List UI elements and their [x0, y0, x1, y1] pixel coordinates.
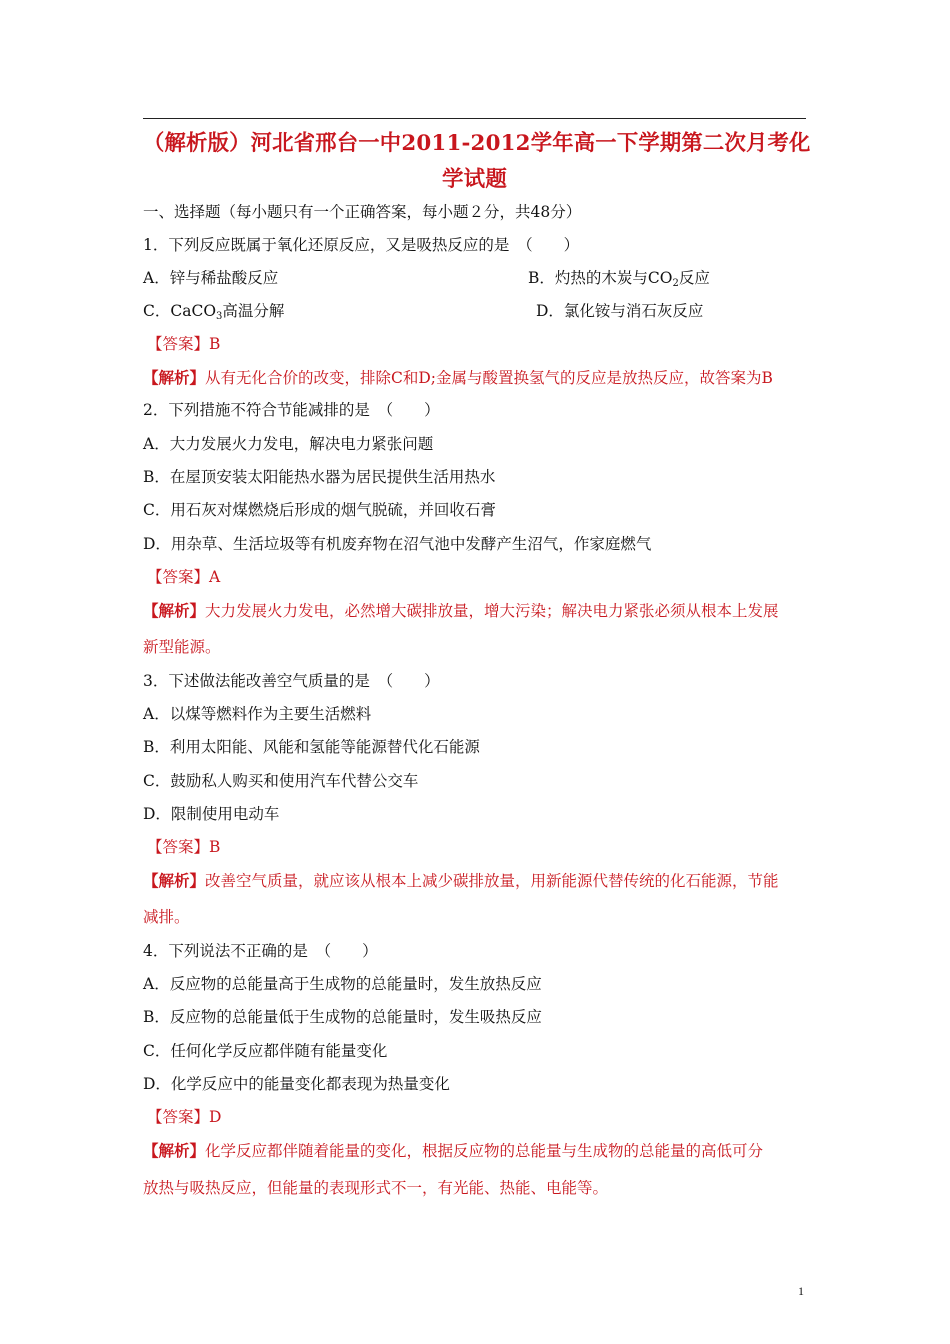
q3-analysis-line2: 减排。	[143, 908, 190, 926]
q1-options-ab	[143, 271, 806, 287]
q3-analysis-line1: 【解析】改善空气质量，就应该从根本上减少碳排放量，用新能源代替传统的化石能源，节能	[143, 871, 779, 890]
q3-stem: 3．下述做法能改善空气质量的是 （ ）	[143, 672, 440, 690]
q1-stem: 1．下列反应既属于氧化还原反应，又是吸热反应的是 （ ）	[143, 236, 580, 254]
q2-answer: 【答案】A	[147, 568, 221, 586]
q2-analysis-line1: 【解析】大力发展火力发电，必然增大碳排放量，增大污染；解决电力紧张必须从根本上发展	[143, 601, 779, 620]
q1-option-d: D．氯化铵与消石灰反应	[536, 302, 704, 320]
q2-stem: 2．下列措施不符合节能减排的是 （ ）	[143, 401, 440, 419]
q4-analysis-line2: 放热与吸热反应，但能量的表现形式不一，有光能、热能、电能等。	[143, 1179, 609, 1197]
q4-option-a: A．反应物的总能量高于生成物的总能量时，发生放热反应	[143, 975, 542, 993]
header-rule	[143, 118, 806, 119]
q2-option-d: D．用杂草、生活垃圾等有机废弃物在沼气池中发酵产生沼气，作家庭燃气	[143, 535, 652, 553]
section-heading: 一、选择题（每小题只有一个正确答案，每小题２分，共48分）	[143, 203, 582, 221]
q4-stem: 4．下列说法不正确的是 （ ）	[143, 942, 378, 960]
q3-option-d: D．限制使用电动车	[143, 805, 280, 823]
q1-option-a: A．锌与稀盐酸反应	[143, 269, 279, 287]
q2-option-b: B．在屋顶安装太阳能热水器为居民提供生活用热水	[143, 468, 496, 486]
q2-analysis-line2: 新型能源。	[143, 638, 221, 656]
q3-option-a: A．以煤等燃料作为主要生活燃料	[143, 705, 372, 723]
q1-option-c: C．CaCO$_3$高温分解	[143, 302, 285, 322]
q3-option-b: B．利用太阳能、风能和氢能等能源替代化石能源	[143, 738, 480, 756]
q2-option-c: C．用石灰对煤燃烧后形成的烟气脱硫，并回收石膏	[143, 501, 496, 519]
doc-title-line1: （解析版）河北省邢台一中2011-2012学年高一下学期第二次月考化	[143, 131, 811, 156]
q1-analysis: 【解析】从有无化合价的改变，排除C和D;金属与酸置换氢气的反应是放热反应，故答案为B	[143, 368, 773, 387]
q1-answer: 【答案】B	[147, 335, 221, 353]
q3-option-c: C．鼓励私人购买和使用汽车代替公交车	[143, 772, 419, 790]
doc-title-line2: 学试题	[441, 167, 508, 192]
q4-answer: 【答案】D	[147, 1108, 222, 1126]
q4-analysis-line1: 【解析】化学反应都伴随着能量的变化，根据反应物的总能量与生成物的总能量的高低可分	[143, 1141, 764, 1160]
q1-options-cd	[143, 304, 806, 320]
page-number: 1	[798, 1284, 804, 1298]
q4-option-d: D．化学反应中的能量变化都表现为热量变化	[143, 1075, 450, 1093]
q3-answer: 【答案】B	[147, 838, 221, 856]
q4-option-b: B．反应物的总能量低于生成物的总能量时，发生吸热反应	[143, 1008, 542, 1026]
q1-option-b: B．灼热的木炭与$CO_2$反应	[528, 269, 710, 289]
q2-option-a: A．大力发展火力发电，解决电力紧张问题	[143, 435, 434, 453]
q4-option-c: C．任何化学反应都伴随有能量变化	[143, 1042, 388, 1060]
